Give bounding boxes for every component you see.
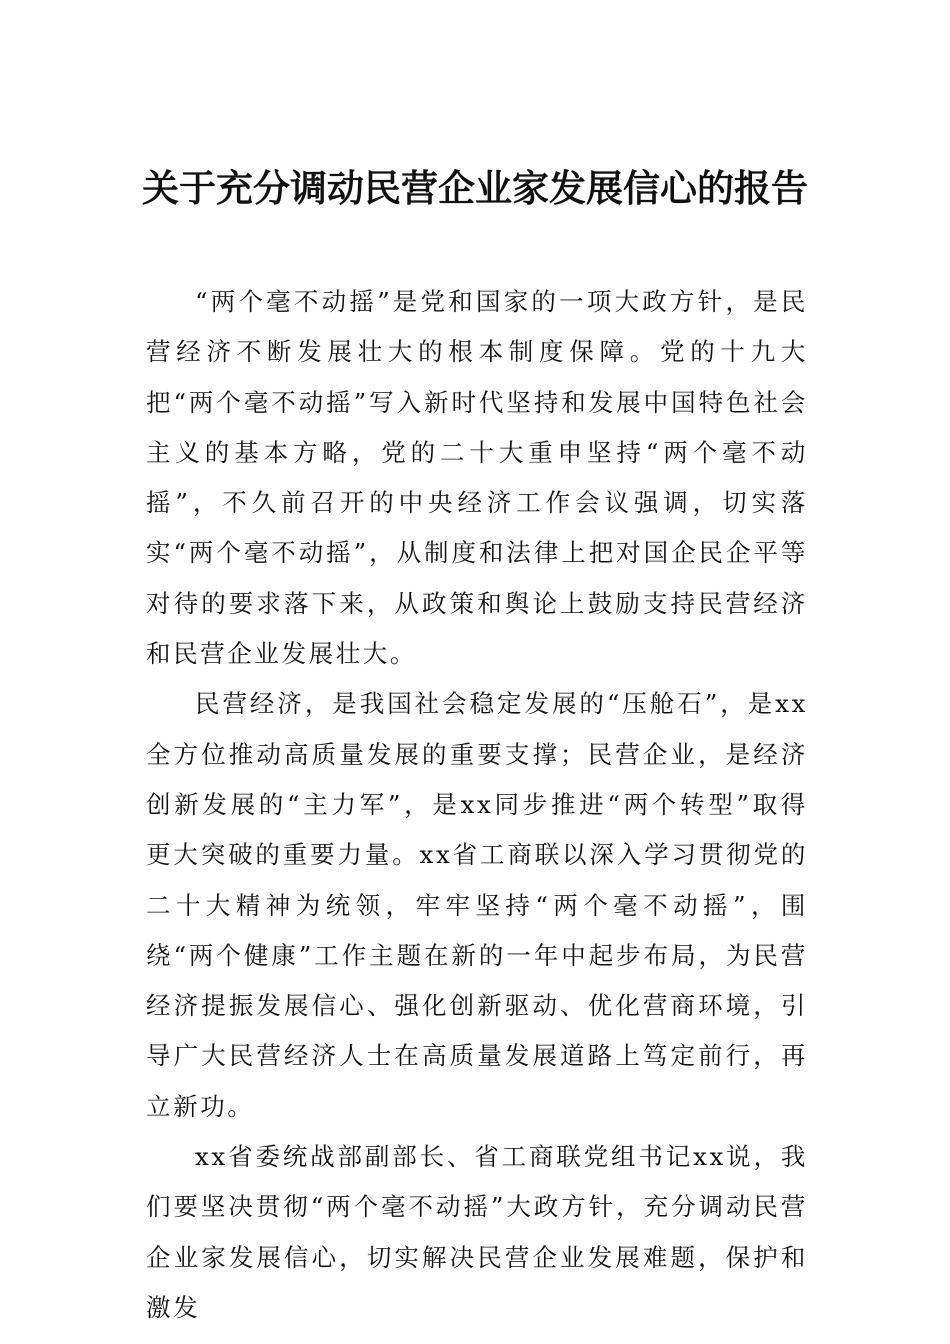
paragraph-2: 民营经济，是我国社会稳定发展的“压舱石”，是xx全方位推动高质量发展的重要支撑；民营企业，是经济创新发展的“主力军”，是xx同步推进“两个转型”取得更大突破的重要力量。xx省工商联以深入学习贯彻党的二十大精神为统领，牢牢坚持“两个毫不动摇”，围绕“两个健康”工作主题在新的一年中起步布局，为民营经济提振发展信心、强化创新驱动、优化营商环境，引导广大民营经济人士在高质量发展道路上笃定前行，再立新功。 bbox=[146, 689, 808, 1121]
paragraph-3: xx省委统战部副部长、省工商联党组书记xx说，我们要坚决贯彻“两个毫不动摇”大政方针，充分调动民营企业家发展信心，切实解决民营企业发展难题，保护和激发 bbox=[146, 1142, 808, 1322]
paragraph-1: “两个毫不动摇”是党和国家的一项大政方针，是民营经济不断发展壮大的根本制度保障。党的十九大把“两个毫不动摇”写入新时代坚持和发展中国特色社会主义的基本方略，党的二十大重申坚持“两个毫不动摇”，不久前召开的中央经济工作会议强调，切实落实“两个毫不动摇”，从制度和法律上把对国企民企平等对待的要求落下来，从政策和舆论上鼓励支持民营经济和民营企业发展壮大。 bbox=[146, 287, 808, 669]
document-title: 关于充分调动民营企业家发展信心的报告 bbox=[142, 166, 808, 210]
document-body bbox=[146, 277, 808, 1333]
